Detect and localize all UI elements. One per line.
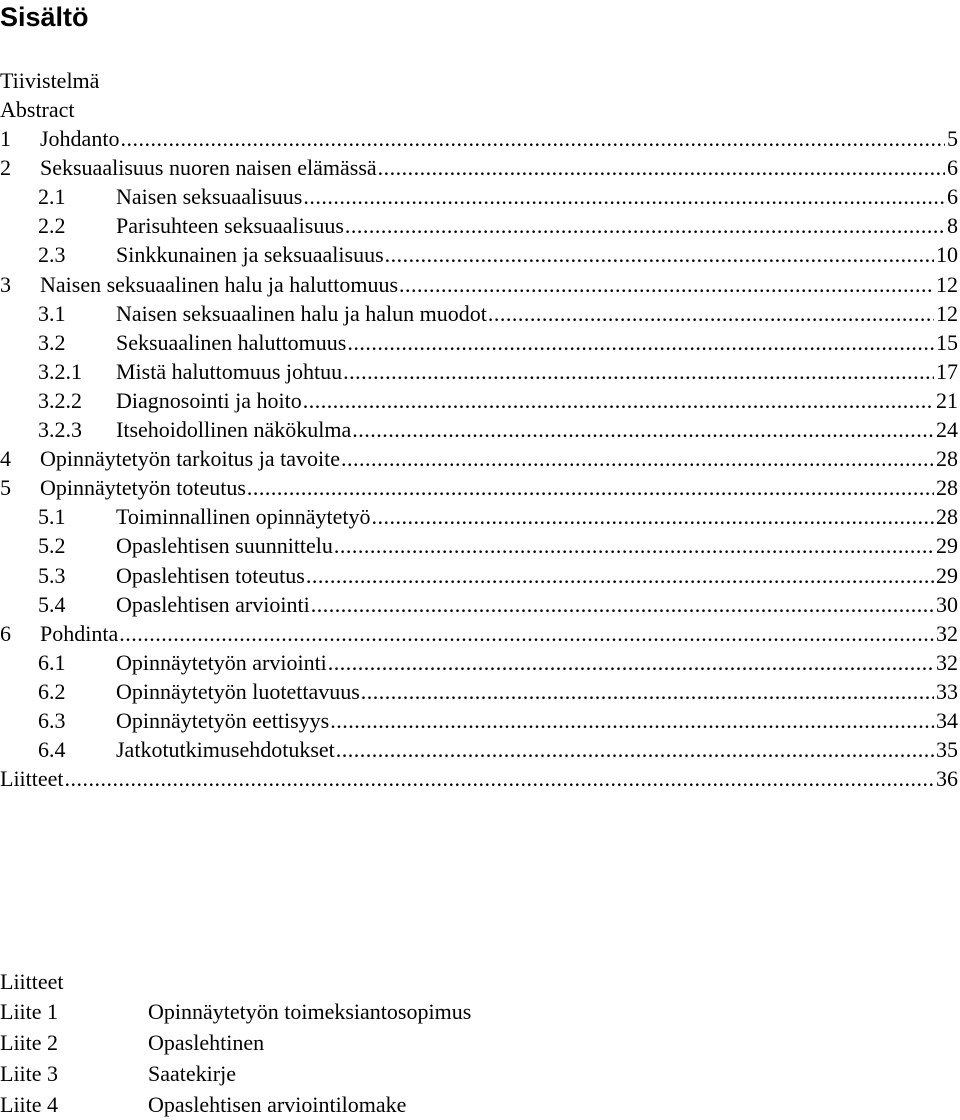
toc-entry[interactable] (0, 416, 958, 444)
toc-title: Diagnosointi ja hoito (116, 388, 302, 413)
toc-leader-dots (330, 707, 934, 735)
attachment-label: Liite 4 (0, 1092, 59, 1117)
toc-number: 2.1 (38, 184, 66, 209)
attachment-row (0, 1060, 236, 1088)
attachment-label: Liite 3 (0, 1061, 59, 1086)
toc-title: Naisen seksuaalinen halu ja haluttomuus (40, 272, 399, 297)
toc-leader-dots (371, 503, 934, 531)
page-title: Sisältö (0, 2, 89, 32)
toc-entry[interactable] (0, 212, 958, 240)
attachment-title: Opaslehtisen arviointilomake (148, 1092, 407, 1117)
toc-page-number: 28 (936, 504, 958, 529)
toc-entry[interactable] (0, 736, 958, 764)
toc-entry[interactable] (0, 649, 958, 677)
toc-title: Mistä haluttomuus johtuu (116, 359, 343, 384)
toc-page-number: 6 (947, 184, 958, 209)
toc-number: 5 (0, 475, 11, 500)
toc-title: Opinnäytetyön tarkoitus ja tavoite (40, 446, 340, 471)
toc-title: Opinnäytetyön eettisyys (116, 708, 330, 733)
toc-title: Pohdinta (40, 621, 119, 646)
toc-page-number: 8 (947, 213, 958, 238)
toc-title: Opinnäytetyön luotettavuus (116, 679, 360, 704)
toc-title: Opaslehtisen toteutus (116, 563, 305, 588)
toc-entry[interactable] (0, 183, 958, 211)
toc-title: Opaslehtisen arviointi (116, 592, 310, 617)
toc-entry[interactable] (0, 358, 958, 386)
toc-entry[interactable] (0, 300, 958, 328)
toc-entry[interactable] (0, 591, 958, 619)
toc-number: 2.2 (38, 213, 66, 238)
toc-entry[interactable] (0, 474, 958, 502)
toc-page-number: 32 (936, 621, 958, 646)
attachment-title: Opaslehtinen (148, 1030, 265, 1055)
toc-page-number: 34 (936, 708, 958, 733)
toc-page-number: 33 (936, 679, 958, 704)
toc-number: 6.1 (38, 650, 66, 675)
toc-number: 5.4 (38, 592, 66, 617)
toc-entry[interactable] (0, 532, 958, 560)
toc-title: Parisuhteen seksuaalisuus (116, 213, 344, 238)
toc-title: Naisen seksuaalinen halu ja halun muodot (116, 301, 487, 326)
toc-leader-dots (488, 300, 934, 328)
toc-leader-dots (119, 620, 934, 648)
toc-number: 3.1 (38, 301, 66, 326)
toc-entry[interactable] (0, 387, 958, 415)
toc-page-number: 35 (936, 737, 958, 762)
toc-title: Sinkkunainen ja seksuaalisuus (116, 242, 384, 267)
toc-page-number: 32 (936, 650, 958, 675)
toc-leader-dots (378, 154, 945, 182)
toc-title: Jatkotutkimusehdotukset (116, 737, 335, 762)
toc-entry[interactable] (0, 125, 958, 153)
toc-entry[interactable] (0, 154, 958, 182)
toc-leader-dots (328, 649, 934, 677)
toc-page-number: 28 (936, 475, 958, 500)
toc-page-number: 28 (936, 446, 958, 471)
toc-title: Itsehoidollinen näkökulma (116, 417, 352, 442)
toc-page-number: 24 (936, 417, 958, 442)
toc-entry[interactable] (0, 562, 958, 590)
toc-number: 3.2.2 (38, 388, 82, 413)
toc-entry[interactable] (0, 765, 958, 793)
toc-number: 3.2 (38, 330, 66, 355)
toc-leader-dots (65, 765, 934, 793)
toc-leader-dots (341, 445, 934, 473)
toc-title: Seksuaalisuus nuoren naisen elämässä (40, 155, 377, 180)
attachment-row (0, 998, 471, 1026)
toc-entry[interactable] (0, 445, 958, 473)
toc-page-number: 5 (947, 126, 958, 151)
attachment-label: Liite 2 (0, 1030, 59, 1055)
toc-number: 4 (0, 446, 11, 471)
toc-leader-dots (247, 474, 934, 502)
toc-leader-dots (343, 358, 934, 386)
toc-leader-dots (352, 416, 934, 444)
toc-leader-dots (361, 678, 934, 706)
toc-number: 5.3 (38, 563, 66, 588)
toc-leader-dots (306, 562, 934, 590)
attachment-label: Liite 1 (0, 999, 59, 1024)
toc-page-number: 6 (947, 155, 958, 180)
attachment-row (0, 1029, 264, 1057)
toc-page-number: 15 (936, 330, 958, 355)
toc-entry-abstract[interactable]: Abstract (0, 97, 75, 122)
toc-page-number: 10 (936, 242, 958, 267)
toc-number: 6.2 (38, 679, 66, 704)
toc-title: Opinnäytetyön arviointi (116, 650, 327, 675)
toc-number: 6 (0, 621, 11, 646)
toc-entry[interactable] (0, 241, 958, 269)
toc-title: Naisen seksuaalisuus (116, 184, 303, 209)
toc-number: 3 (0, 272, 11, 297)
toc-leader-dots (303, 387, 934, 415)
toc-title: Opinnäytetyön toteutus (40, 475, 246, 500)
toc-number: 1 (0, 126, 11, 151)
toc-entry[interactable] (0, 329, 958, 357)
toc-leader-dots (311, 591, 934, 619)
toc-entry[interactable] (0, 707, 958, 735)
toc-number: 5.1 (38, 504, 66, 529)
toc-entry[interactable] (0, 678, 958, 706)
toc-leader-dots (345, 212, 945, 240)
toc-number: 6.3 (38, 708, 66, 733)
attachment-title: Saatekirje (148, 1061, 236, 1086)
toc-number: 5.2 (38, 533, 66, 558)
toc-page-number: 29 (936, 563, 958, 588)
toc-entry[interactable] (0, 503, 958, 531)
toc-leader-dots (385, 241, 934, 269)
toc-number: 3.2.3 (38, 417, 82, 442)
toc-page-number: 17 (936, 359, 958, 384)
toc-page-number: 12 (936, 272, 958, 297)
toc-title: Liitteet (0, 766, 64, 791)
toc-leader-dots (303, 183, 945, 211)
toc-title: Seksuaalinen haluttomuus (116, 330, 347, 355)
toc-page-number: 21 (936, 388, 958, 413)
toc-leader-dots (120, 125, 945, 153)
toc-leader-dots (399, 271, 934, 299)
attachment-title: Opinnäytetyön toimeksiantosopimus (148, 999, 472, 1024)
toc-number: 6.4 (38, 737, 66, 762)
toc-entry[interactable] (0, 271, 958, 299)
toc-number: 3.2.1 (38, 359, 82, 384)
toc-leader-dots (347, 329, 934, 357)
toc-page-number: 12 (936, 301, 958, 326)
attachments-heading: Liitteet (0, 969, 64, 994)
toc-page-number: 30 (936, 592, 958, 617)
toc-title: Johdanto (40, 126, 120, 151)
attachment-row (0, 1091, 406, 1119)
toc-leader-dots (334, 532, 934, 560)
toc-title: Opaslehtisen suunnittelu (116, 533, 333, 558)
toc-number: 2 (0, 155, 11, 180)
toc-page-number: 29 (936, 533, 958, 558)
toc-title: Toiminnallinen opinnäytetyö (116, 504, 371, 529)
toc-number: 2.3 (38, 242, 66, 267)
toc-page-number: 36 (936, 766, 958, 791)
toc-leader-dots (336, 736, 934, 764)
toc-entry-tiivistelma[interactable]: Tiivistelmä (0, 68, 100, 93)
toc-entry[interactable] (0, 620, 958, 648)
